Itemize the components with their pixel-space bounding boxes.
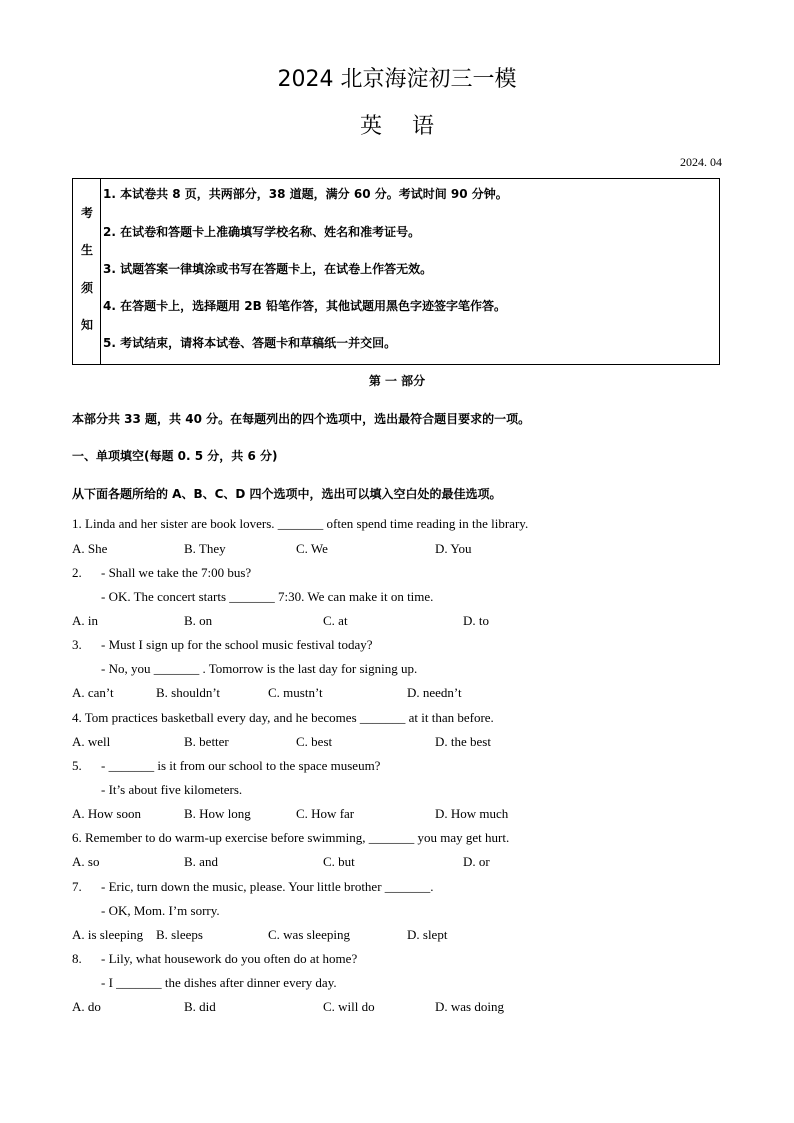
section-title: 一、单项填空(每题 0. 5 分，共 6 分) [72, 449, 278, 463]
question-line: - It’s about five kilometers. [101, 782, 243, 797]
exam-date: 2024. 04 [680, 155, 722, 169]
notice-item: 5. 考试结束，请将本试卷、答题卡和草稿纸一并交回。 [103, 336, 397, 350]
question-line: - Eric, turn down the music, please. Your little brother _______. [101, 879, 434, 894]
question-stem: 1. Linda and her sister are book lovers. _______ often spend time reading in the library. [72, 516, 529, 531]
notice-box [72, 178, 720, 365]
question-number: 5. [72, 758, 82, 773]
subject-title: 英语 [359, 114, 464, 139]
option-b: B. They [184, 541, 226, 556]
notice-item: 1. 本试卷共 8 页，共两部分，38 道题，满分 60 分。考试时间 90 分钟。 [103, 187, 508, 201]
question-stem: 4. Tom practices basketball every day, and he becomes _______ at it than before. [72, 710, 494, 725]
option-d: D. How much [435, 806, 509, 821]
notice-label-column [73, 179, 101, 364]
option-b: B. shouldn’t [156, 685, 221, 700]
option-c: C. at [323, 613, 348, 628]
notice-label-char: 知 [80, 318, 93, 332]
option-b: B. better [184, 734, 229, 749]
question-number: 7. [72, 879, 82, 894]
question-line: - OK, Mom. I’m sorry. [101, 903, 220, 918]
option-a: A. so [72, 854, 100, 869]
option-c: C. How far [296, 806, 355, 821]
option-c: C. was sleeping [268, 927, 350, 942]
option-a: A. can’t [72, 685, 114, 700]
part-heading: 第 一 部分 [368, 374, 426, 388]
section-instruction: 从下面各题所给的 A、B、C、D 四个选项中，选出可以填入空白处的最佳选项。 [72, 487, 502, 501]
option-c: C. but [323, 854, 355, 869]
notice-label-char: 生 [80, 243, 93, 257]
page-title: 2024 北京海淀初三一模 [277, 67, 517, 92]
notice-label-char: 考 [80, 206, 93, 220]
question-number: 3. [72, 637, 82, 652]
option-d: D. was doing [435, 999, 504, 1014]
option-a: A. She [72, 541, 108, 556]
option-c: C. mustn’t [268, 685, 323, 700]
option-d: D. slept [407, 927, 448, 942]
question-line: - Shall we take the 7:00 bus? [101, 565, 252, 580]
question-line: - Must I sign up for the school music festival today? [101, 637, 373, 652]
question-line: - Lily, what housework do you often do at home? [101, 951, 358, 966]
option-d: D. You [435, 541, 472, 556]
option-a: A. well [72, 734, 111, 749]
question-line: - OK. The concert starts _______ 7:30. We can make it on time. [101, 589, 434, 604]
option-c: C. best [296, 734, 333, 749]
notice-item: 2. 在试卷和答题卡上准确填写学校名称、姓名和准考证号。 [103, 225, 421, 239]
option-c: C. We [296, 541, 328, 556]
option-b: B. did [184, 999, 216, 1014]
option-d: D. the best [435, 734, 491, 749]
question-line: - No, you _______ . Tomorrow is the last day for signing up. [101, 661, 418, 676]
part-intro: 本部分共 33 题，共 40 分。在每题列出的四个选项中，选出最符合题目要求的一项。 [72, 412, 531, 426]
option-a: A. in [72, 613, 98, 628]
notice-item: 3. 试题答案一律填涂或书写在答题卡上，在试卷上作答无效。 [103, 262, 433, 276]
option-a: A. do [72, 999, 101, 1014]
option-b: B. How long [184, 806, 251, 821]
option-a: A. is sleeping [72, 927, 144, 942]
question-number: 8. [72, 951, 82, 966]
option-c: C. will do [323, 999, 375, 1014]
option-b: B. and [184, 854, 218, 869]
question-line: - I _______ the dishes after dinner every day. [101, 975, 337, 990]
question-number: 2. [72, 565, 82, 580]
option-d: D. or [463, 854, 490, 869]
notice-item: 4. 在答题卡上，选择题用 2B 铅笔作答，其他试题用黑色字迹签字笔作答。 [103, 299, 506, 313]
question-line: - _______ is it from our school to the space museum? [101, 758, 381, 773]
option-d: D. needn’t [407, 685, 462, 700]
option-b: B. sleeps [156, 927, 203, 942]
option-d: D. to [463, 613, 489, 628]
option-a: A. How soon [72, 806, 141, 821]
question-stem: 6. Remember to do warm-up exercise before swimming, _______ you may get hurt. [72, 830, 510, 845]
notice-label-char: 须 [80, 281, 93, 295]
option-b: B. on [184, 613, 213, 628]
